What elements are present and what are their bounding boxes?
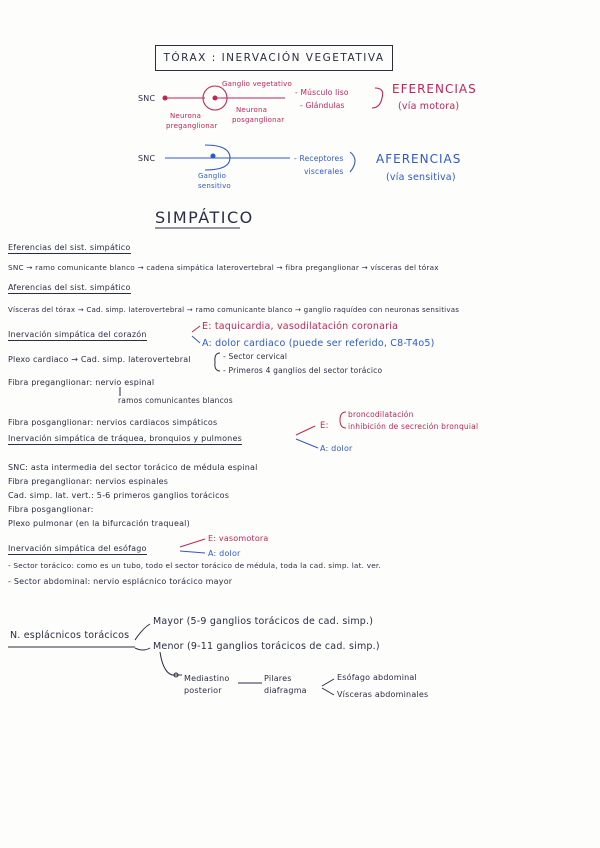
- simpatico-heading: SIMPÁTICO: [155, 208, 254, 227]
- esofago-heading: Inervación simpática del esófago: [8, 544, 147, 553]
- eferencias-heading: Eferencias del sist. simpático: [8, 243, 131, 252]
- diafragma-label: diafragma: [264, 686, 307, 695]
- plexo-sector-cervical: - Sector cervical: [223, 352, 288, 361]
- esofago-branches: [180, 539, 205, 553]
- corazon-eferencias: E: taquicardia, vasodilatación coronaria: [202, 321, 399, 332]
- viscerales-label: viscerales: [304, 167, 344, 176]
- fibra-preganglionar-cardiaca: Fibra preganglionar: nervio espinal: [8, 378, 155, 387]
- musculo-liso-label: - Músculo liso: [295, 88, 349, 97]
- glandulas-label: - Glándulas: [300, 101, 345, 110]
- via-sensitiva-label: (vía sensitiva): [386, 172, 456, 183]
- plexo-cardiaco: Plexo cardiaco → Cad. simp. laterovertebral: [8, 355, 191, 364]
- visceras-abdominales-label: Vísceras abdominales: [337, 690, 429, 699]
- receptores-label: - Receptores: [294, 154, 344, 163]
- aferencias-label: AFERENCIAS: [376, 152, 462, 166]
- ganglio-sensitivo-label-2: sensitivo: [198, 182, 231, 190]
- aferencias-pathway: Vísceras del tórax → Cad. simp. laterovertebral → ramo comunicante blanco → ganglio raquídeo con neuronas sensitivas: [8, 305, 460, 314]
- cad-simp-pulmonar: Cad. simp. lat. vert.: 5-6 primeros ganglios torácicos: [8, 491, 230, 500]
- eferencias-label: EFERENCIAS: [392, 82, 477, 96]
- neurona-post-label-2: posganglionar: [232, 116, 285, 124]
- plexo-brace: [215, 353, 220, 371]
- ramos-comunicantes: ramos comunicantes blancos: [118, 396, 233, 405]
- via-motora-label: (vía motora): [398, 101, 460, 112]
- mediastino-label: Mediastino: [184, 674, 230, 683]
- plexo-pulmonar: Plexo pulmonar (en la bifurcación traqueal): [8, 519, 190, 528]
- traquea-aferencias: A: dolor: [320, 444, 353, 453]
- aferencias-brace: [350, 152, 355, 172]
- esofago-eferencias: E: vasomotora: [208, 534, 269, 543]
- fibra-posganglionar-cardiaca: Fibra posganglionar: nervios cardiacos simpáticos: [8, 418, 218, 427]
- esofago-aferencias: A: dolor: [208, 549, 241, 558]
- corazon-branches: [192, 326, 200, 343]
- esofago-abdominal-label: Esófago abdominal: [337, 673, 417, 682]
- snc-dot: [163, 96, 167, 100]
- eferencias-diagram: [163, 86, 383, 110]
- sector-abdominal: - Sector abdominal: nervio esplácnico torácico mayor: [8, 577, 233, 586]
- esplacnico-mayor: Mayor (5-9 ganglios torácicos de cad. simp.): [153, 616, 374, 627]
- eferencias-pathway: SNC → ramo comunicante blanco → cadena simpática laterovertebral → fibra preganglionar → vísceras del tórax: [8, 263, 439, 272]
- snc-label-aferencias: SNC: [138, 154, 156, 163]
- neurona-pre-label-2: preganglionar: [166, 122, 218, 130]
- snc-asta-intermedia: SNC: asta intermedia del sector torácico de médula espinal: [8, 463, 258, 472]
- pilares-label: Pilares: [264, 674, 292, 683]
- fibra-posganglionar-pulmonar: Fibra posganglionar:: [8, 505, 94, 514]
- neurona-post-label: Neurona: [236, 106, 268, 114]
- neurona-pre-label: Neurona: [170, 112, 202, 120]
- sector-toracico: - Sector torácico: como es un tubo, todo el sector torácico de médula, toda la cad. simp. lat. ver.: [8, 561, 381, 570]
- traquea-e-label: E:: [320, 421, 329, 431]
- corazon-aferencias: A: dolor cardiaco (puede ser referido, C8-T4o5): [202, 338, 435, 349]
- ganglio-sensitivo-label: Ganglio: [198, 172, 227, 180]
- corazon-heading: Inervación simpática del corazón: [8, 330, 147, 339]
- plexo-primeros-ganglios: - Primeros 4 ganglios del sector torácico: [223, 366, 383, 375]
- page-title: TÓRAX : INERVACIÓN VEGETATIVA: [155, 45, 393, 71]
- posterior-label: posterior: [184, 686, 222, 695]
- fibra-preganglionar-pulmonar: Fibra preganglionar: nervios espinales: [8, 477, 169, 486]
- ganglio-sensitivo-dot: [211, 154, 215, 158]
- ganglio-vegetativo-label: Ganglio vegetativo: [222, 80, 292, 88]
- snc-label-eferencias: SNC: [138, 94, 156, 103]
- traquea-heading: Inervación simpática de tráquea, bronquios y pulmones: [8, 434, 242, 443]
- aferencias-heading: Aferencias del sist. simpático: [8, 283, 131, 292]
- esplacnicos-heading: N. esplácnicos torácicos: [10, 630, 130, 641]
- inhibicion-secrecion: inhibición de secreción bronquial: [348, 422, 479, 431]
- broncodilatacion: broncodilatación: [348, 410, 414, 419]
- esplacnico-menor: Menor (9-11 ganglios torácicos de cad. simp.): [153, 641, 380, 652]
- eferencias-brace: [372, 88, 383, 108]
